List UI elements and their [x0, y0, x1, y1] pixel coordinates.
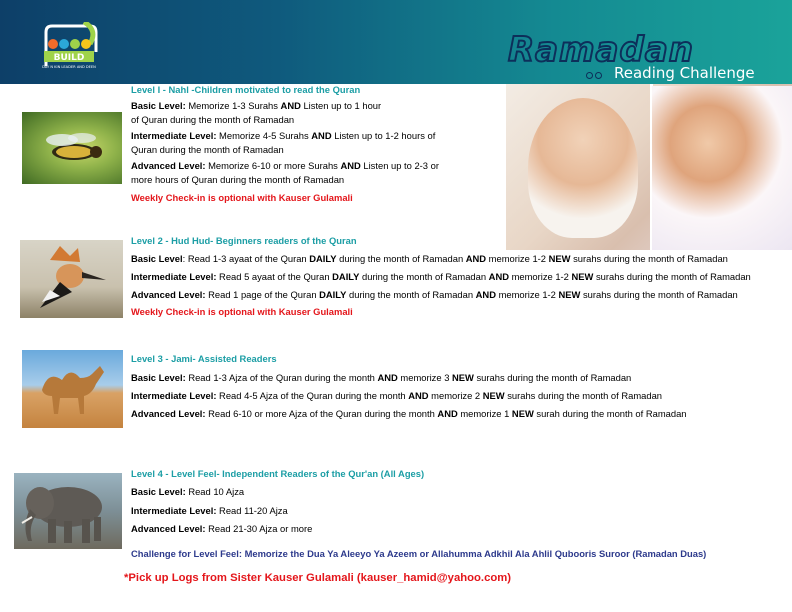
text-segment: AND [311, 130, 332, 141]
text-segment: surahs during the month of Ramadan [570, 253, 728, 264]
text-segment: memorize 1-2 [495, 289, 559, 300]
level-1-line-4 [131, 142, 284, 158]
text-segment: DAILY [332, 271, 360, 282]
text-segment: AND [408, 390, 429, 401]
level-3-line-3 [131, 406, 687, 422]
text-segment: Basic Level: [131, 372, 186, 383]
level-3-title: Level 3 - Jami- Assisted Readers [131, 353, 277, 364]
challenge-text: Challenge for Level Feel: Memorize the Dua Ya Aleeyo Ya Azeem or Allahumma Adkhil Ala Ahlil Qubooris Suroor (Ramadan Duas) [131, 548, 707, 559]
text-segment: DAILY [319, 289, 347, 300]
text-segment: Advanced Level: [131, 289, 206, 300]
bee-photo [22, 112, 122, 184]
text-segment: surah during the month of Ramadan [533, 408, 687, 419]
text-segment: Basic Level [131, 253, 183, 264]
text-segment: Intermediate Level: [131, 505, 217, 516]
text-segment: memorize 2 [428, 390, 483, 401]
level-2-line-1 [131, 251, 728, 267]
text-segment: NEW [511, 408, 534, 419]
text-segment: surahs during the month of Ramadan [473, 372, 632, 383]
text-segment: Memorize 1-3 Surahs [185, 100, 281, 111]
text-segment: Basic Level: [131, 100, 186, 111]
text-segment: memorize 1-2 [508, 271, 572, 282]
text-segment: Read 1 page of the Quran [205, 289, 320, 300]
level-2-note: Weekly Check-in is optional with Kauser Gulamali [131, 306, 353, 317]
text-segment: Listen up to 2-3 or [360, 160, 439, 171]
text-segment: more hours of Quran during the month of Ramadan [131, 174, 345, 185]
text-segment: AND [340, 160, 361, 171]
text-segment: Read 21-30 Ajza or more [205, 523, 313, 534]
hoopoe-bird-photo [20, 240, 123, 318]
text-segment: AND [280, 100, 301, 111]
text-segment: Read 1-3 Ajza of the Quran during the month [185, 372, 378, 383]
text-segment: NEW [571, 271, 594, 282]
level-4-line-2 [131, 503, 288, 519]
level-4-line-3 [131, 521, 312, 537]
text-segment: AND [465, 253, 487, 264]
text-segment: of Quran during the month of Ramadan [131, 114, 295, 125]
text-segment: Intermediate Level: [131, 130, 217, 141]
text-segment: AND [437, 408, 458, 419]
text-segment: memorize 1-2 [486, 253, 549, 264]
level-2-line-3 [131, 287, 738, 303]
header-banner [0, 0, 792, 84]
logo-tagline: DAY N KIN LEADER AND DEEN [42, 65, 96, 69]
level-1-line-6 [131, 172, 344, 188]
page-title: Ramadan [508, 30, 694, 70]
level-3-line-2 [131, 388, 662, 404]
text-segment: : Read 1-3 ayaat of the Quran [182, 253, 310, 264]
text-segment: Listen up to 1 hour [300, 100, 382, 111]
level-4-title: Level 4 - Level Feel- Independent Readers of the Qur'an (All Ages) [131, 468, 425, 479]
logo-text: BUILD [53, 53, 85, 63]
elephant-photo [14, 473, 122, 549]
text-segment: NEW [548, 253, 571, 264]
level-2-title: Level 2 - Hud Hud- Beginners readers of the Quran [131, 235, 357, 246]
text-segment: Intermediate Level: [131, 390, 217, 401]
text-segment: AND [475, 289, 496, 300]
page-subtitle: Reading Challenge [614, 64, 755, 82]
text-segment: during the month of Ramadan [359, 271, 489, 282]
text-segment: NEW [452, 372, 474, 383]
text-segment: NEW [482, 390, 505, 401]
text-segment: NEW [558, 289, 581, 300]
text-segment: Advanced Level: [131, 408, 206, 419]
text-segment: Advanced Level: [131, 523, 206, 534]
level-1-line-2 [131, 112, 294, 128]
text-segment: memorize 3 [397, 372, 453, 383]
text-segment: during the month of Ramadan [336, 253, 466, 264]
level-2-line-2 [131, 269, 751, 285]
footer-pickup-note: *Pick up Logs from Sister Kauser Gulamali (kauser_hamid@yahoo.com) [124, 572, 512, 584]
level-3-line-1 [131, 370, 631, 386]
text-segment: Read 11-20 Ajza [216, 505, 288, 516]
level-1-title: Level I - Nahl -Children motivated to read the Quran [131, 84, 361, 95]
children-reading-photo [506, 84, 792, 250]
decorative-dots-icon [586, 66, 604, 84]
text-segment: Quran during the month of Ramadan [131, 144, 284, 155]
text-segment: Read 5 ayaat of the Quran [216, 271, 333, 282]
text-segment: surahs during the month of Ramadan [593, 271, 751, 282]
text-segment: Memorize 6-10 or more Surahs [205, 160, 341, 171]
text-segment: surahs during the month of Ramadan [580, 289, 738, 300]
level-4-line-1 [131, 484, 244, 500]
text-segment: Basic Level: [131, 486, 186, 497]
text-segment: Read 10 Ajza [185, 486, 245, 497]
text-segment: AND [377, 372, 398, 383]
level-1-note: Weekly Check-in is optional with Kauser Gulamali [131, 192, 353, 203]
camel-photo [22, 350, 123, 428]
text-segment: Listen up to 1-2 hours of [331, 130, 436, 141]
text-segment: Read 4-5 Ajza of the Quran during the month [216, 390, 409, 401]
text-segment: memorize 1 [457, 408, 512, 419]
build-logo [40, 22, 98, 70]
text-segment: Advanced Level: [131, 160, 206, 171]
text-segment: during the month of Ramadan [346, 289, 476, 300]
text-segment: Intermediate Level: [131, 271, 217, 282]
text-segment: Read 6-10 or more Ajza of the Quran during the month [205, 408, 438, 419]
text-segment: DAILY [309, 253, 337, 264]
text-segment: AND [488, 271, 509, 282]
text-segment: surahs during the month of Ramadan [504, 390, 663, 401]
text-segment: Memorize 4-5 Surahs [216, 130, 312, 141]
